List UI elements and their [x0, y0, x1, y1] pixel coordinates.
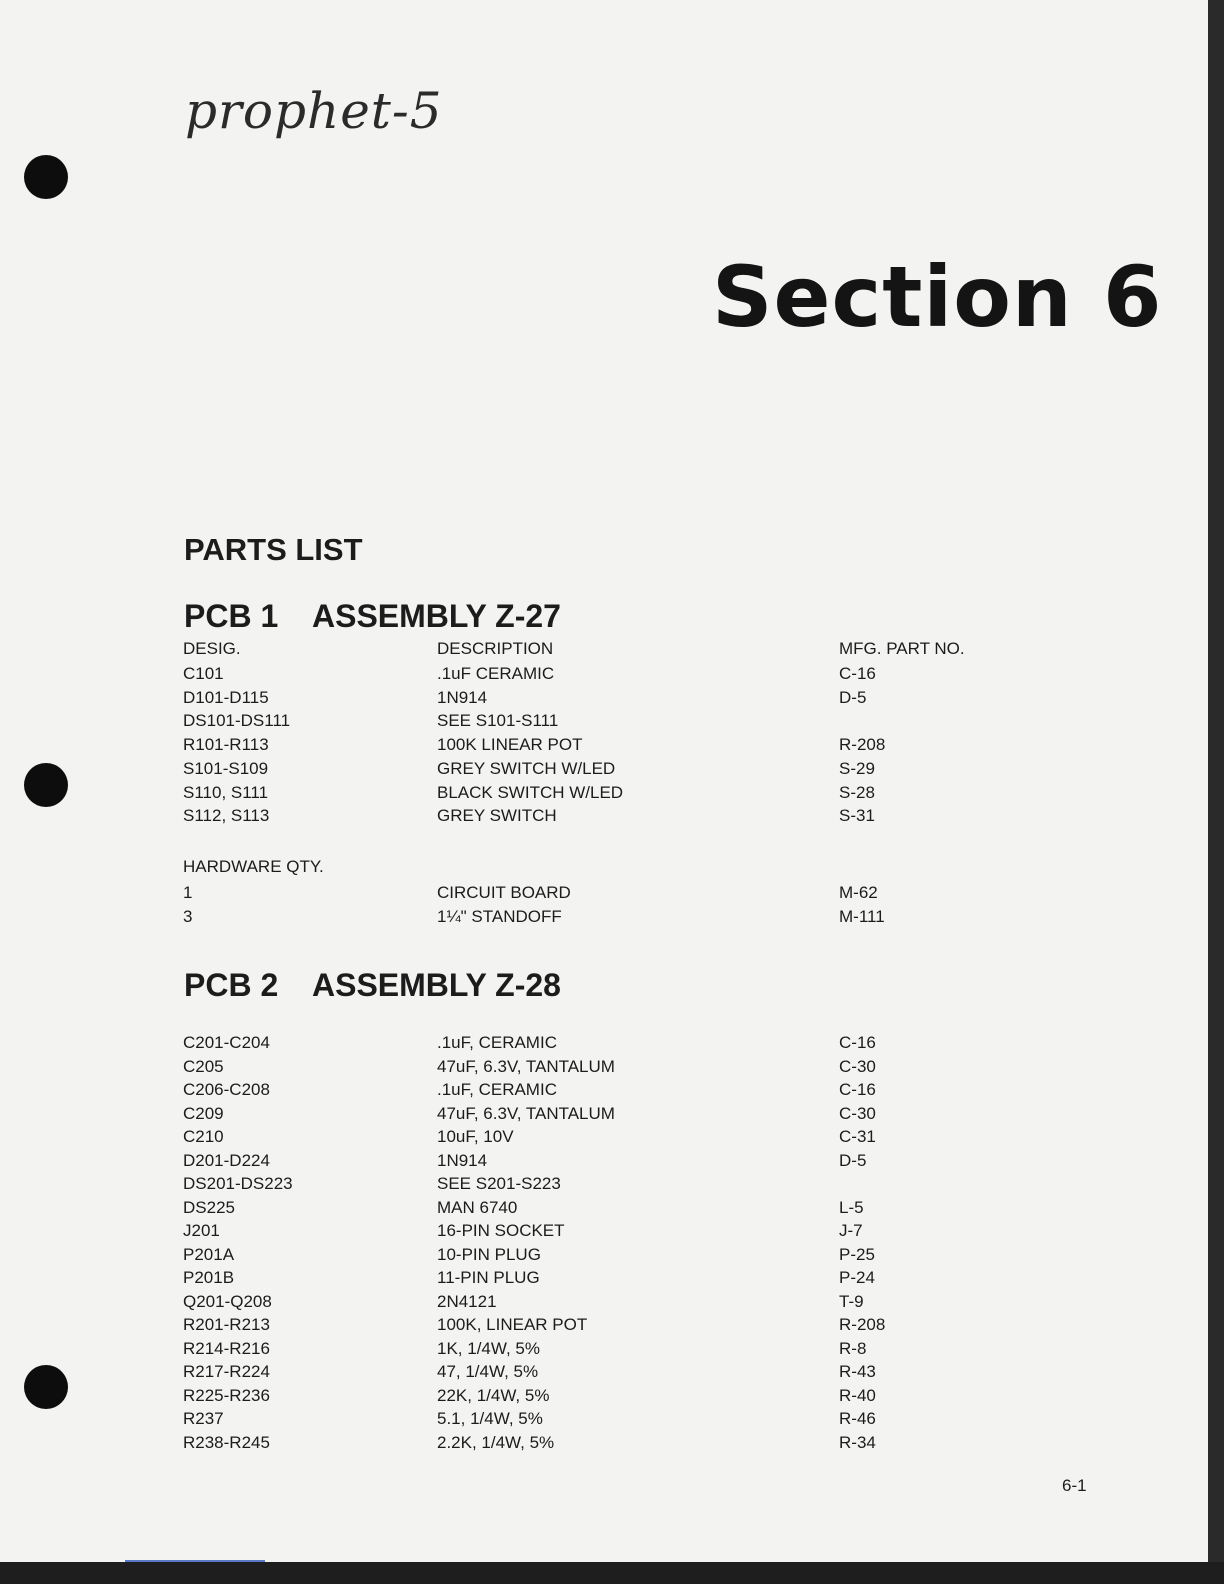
- description-cell: .1uF, CERAMIC: [437, 1080, 557, 1099]
- table-row: [0, 1409, 1224, 1431]
- table-row: [0, 688, 1224, 710]
- desig-cell: R237: [183, 1409, 224, 1428]
- desig-cell: C101: [183, 664, 224, 683]
- table-row: [0, 711, 1224, 733]
- mfg-cell: R-208: [839, 1315, 886, 1334]
- description-cell: .1uF CERAMIC: [437, 664, 555, 683]
- table-row: [0, 735, 1224, 757]
- description-cell: 1¼" STANDOFF: [437, 907, 562, 926]
- description-cell: MAN 6740: [437, 1197, 518, 1217]
- description-cell: 47uF, 6.3V, TANTALUM: [437, 1103, 615, 1123]
- description-cell: BLACK SWITCH W/LED: [437, 782, 624, 802]
- mfg-cell: R-43: [839, 1362, 876, 1381]
- mfg-cell: R-46: [839, 1409, 876, 1428]
- desig-cell: P201A: [183, 1244, 235, 1264]
- bottom-bar: [0, 1562, 1224, 1584]
- desig-cell: DS101-DS111: [183, 711, 291, 731]
- description-cell: CIRCUIT BOARD: [437, 883, 571, 902]
- pcb2-assembly: ASSEMBLY Z-28: [312, 967, 561, 1003]
- table-row: [0, 1362, 1224, 1384]
- desig-cell: R101-R113: [183, 735, 269, 755]
- description-cell: 1N914: [437, 687, 488, 707]
- description-cell: 100K LINEAR POT: [437, 735, 583, 755]
- description-cell: 22K, 1/4W, 5%: [437, 1385, 550, 1405]
- desig-cell: C201-C204: [183, 1033, 270, 1052]
- mfg-cell: P-25: [839, 1244, 875, 1264]
- table-row: [0, 1151, 1224, 1173]
- mfg-cell: C-30: [839, 1056, 876, 1076]
- table-row: [0, 806, 1224, 828]
- qty-cell: 3: [183, 907, 193, 926]
- mfg-cell: C-16: [839, 1080, 876, 1099]
- description-cell: 1N914: [437, 1150, 488, 1170]
- table-row: [0, 664, 1224, 686]
- desig-cell: C209: [183, 1103, 224, 1123]
- brand-logo: prophet-5: [185, 82, 443, 140]
- table-row: [0, 907, 1224, 929]
- qty-cell: 1: [183, 883, 193, 902]
- desig-cell: DS201-DS223: [183, 1174, 293, 1193]
- description-cell: .1uF, CERAMIC: [437, 1033, 557, 1052]
- table-row: [0, 783, 1224, 805]
- desig-cell: S112, S113: [183, 806, 270, 826]
- pcb2-label: PCB 2: [184, 967, 279, 1003]
- pcb2-heading: [184, 967, 561, 1004]
- table-row: [0, 1033, 1224, 1055]
- pcb1-label: PCB 1: [184, 598, 279, 634]
- table-row: [0, 1127, 1224, 1149]
- mfg-cell: T-9: [839, 1291, 864, 1311]
- mfg-cell: D-5: [839, 687, 867, 707]
- desig-cell: C210: [183, 1127, 224, 1146]
- desig-cell: R214-R216: [183, 1338, 270, 1358]
- description-cell: 1K, 1/4W, 5%: [437, 1338, 540, 1358]
- desig-cell: C206-C208: [183, 1080, 270, 1099]
- pcb1-assembly: ASSEMBLY Z-27: [312, 598, 561, 634]
- desig-cell: P201B: [183, 1268, 235, 1287]
- page-number: 6-1: [1062, 1476, 1087, 1495]
- mfg-cell: L-5: [839, 1197, 864, 1217]
- description-cell: GREY SWITCH: [437, 806, 557, 826]
- description-cell: 11-PIN PLUG: [437, 1268, 540, 1287]
- desig-cell: DS225: [183, 1197, 235, 1217]
- mfg-cell: S-29: [839, 758, 875, 778]
- description-cell: 10-PIN PLUG: [437, 1244, 541, 1264]
- mfg-cell: R-208: [839, 735, 886, 755]
- desig-cell: D101-D115: [183, 687, 269, 707]
- desig-cell: R217-R224: [183, 1362, 270, 1381]
- section-title: Section 6: [712, 248, 1163, 346]
- desig-cell: Q201-Q208: [183, 1291, 272, 1311]
- description-cell: 10uF, 10V: [437, 1127, 514, 1146]
- desig-cell: S110, S111: [183, 782, 269, 802]
- parts-list-heading: PARTS LIST: [184, 532, 363, 567]
- table-row: [0, 1339, 1224, 1361]
- mfg-cell: S-31: [839, 806, 875, 826]
- table-row: [0, 1292, 1224, 1314]
- description-cell: 5.1, 1/4W, 5%: [437, 1409, 543, 1428]
- desig-cell: R201-R213: [183, 1315, 270, 1334]
- mfg-cell: P-24: [839, 1268, 875, 1287]
- description-cell: 100K, LINEAR POT: [437, 1315, 588, 1334]
- description-cell: 47, 1/4W, 5%: [437, 1362, 539, 1381]
- mfg-header: MFG. PART NO.: [839, 639, 965, 658]
- mfg-cell: C-16: [839, 664, 876, 683]
- description-cell: 2.2K, 1/4W, 5%: [437, 1432, 555, 1452]
- mfg-cell: C-30: [839, 1103, 876, 1123]
- table-row: [0, 883, 1224, 905]
- desig-header: DESIG.: [183, 639, 241, 658]
- table-row: [0, 1268, 1224, 1290]
- hardware-header-row: [0, 857, 1224, 879]
- mfg-cell: M-62: [839, 883, 878, 902]
- description-header: DESCRIPTION: [437, 639, 554, 658]
- description-cell: SEE S201-S223: [437, 1174, 561, 1193]
- table-row: [0, 1386, 1224, 1408]
- punch-hole: [24, 155, 68, 199]
- desig-cell: R225-R236: [183, 1385, 270, 1405]
- desig-cell: J201: [183, 1221, 220, 1240]
- table-row: [0, 1315, 1224, 1337]
- mfg-cell: R-8: [839, 1338, 867, 1358]
- table-row: [0, 1221, 1224, 1243]
- desig-cell: S101-S109: [183, 758, 269, 778]
- description-cell: SEE S101-S111: [437, 711, 559, 731]
- mfg-cell: S-28: [839, 782, 875, 802]
- table-row: [0, 1057, 1224, 1079]
- mfg-cell: R-40: [839, 1385, 876, 1405]
- mfg-cell: C-16: [839, 1033, 876, 1052]
- table-row: [0, 1174, 1224, 1196]
- pcb1-heading: [184, 598, 561, 635]
- mfg-cell: D-5: [839, 1150, 867, 1170]
- description-cell: 47uF, 6.3V, TANTALUM: [437, 1056, 615, 1076]
- table-row: [0, 759, 1224, 781]
- description-cell: GREY SWITCH W/LED: [437, 758, 616, 778]
- table-row: [0, 1080, 1224, 1102]
- desig-cell: R238-R245: [183, 1432, 270, 1452]
- desig-cell: D201-D224: [183, 1150, 270, 1170]
- pcb1-column-headers: [0, 639, 1224, 661]
- table-row: [0, 1198, 1224, 1220]
- description-cell: 2N4121: [437, 1291, 497, 1311]
- table-row: [0, 1245, 1224, 1267]
- description-cell: 16-PIN SOCKET: [437, 1221, 565, 1240]
- hardware-label: HARDWARE QTY.: [183, 857, 324, 876]
- mfg-cell: J-7: [839, 1221, 863, 1240]
- table-row: [0, 1433, 1224, 1455]
- table-row: [0, 1104, 1224, 1126]
- mfg-cell: R-34: [839, 1432, 876, 1452]
- mfg-cell: M-111: [839, 907, 885, 926]
- mfg-cell: C-31: [839, 1127, 876, 1146]
- desig-cell: C205: [183, 1056, 224, 1076]
